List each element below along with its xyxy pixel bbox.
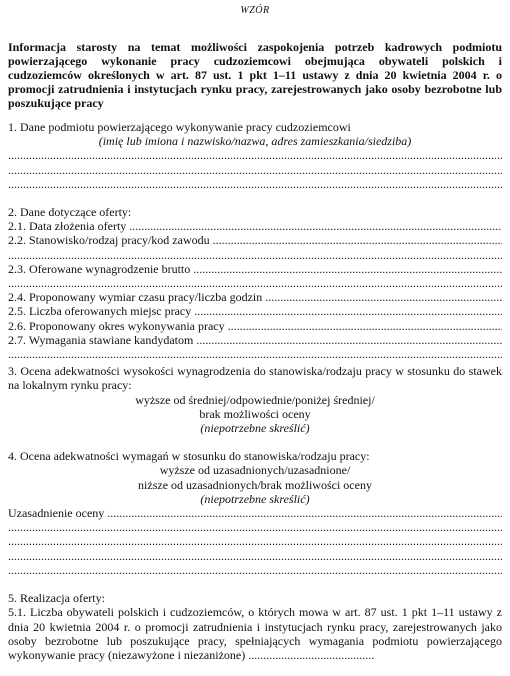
section-2-title: 2. Dane dotyczące oferty: <box>8 205 132 220</box>
vacancies-field[interactable] <box>8 304 502 318</box>
offer-date-field[interactable] <box>8 219 502 233</box>
justification-field[interactable] <box>8 506 502 520</box>
requirements-field[interactable] <box>8 333 502 347</box>
justification-label: Uzasadnienie oceny <box>8 506 105 521</box>
fill-line[interactable] <box>8 534 502 548</box>
position-label: 2.2. Stanowisko/rodzaj pracy/kod zawodu <box>8 233 210 248</box>
candidates-count-field[interactable]: 5.1. Liczba obywateli polskich i cudzoziemców, o których mowa w art. 87 ust. 1 pkt 1–11 ustawy z dnia 20 kwietnia 2004 r. o promocji zatrudnienia i instytucjach rynku pracy, zarejestrowanych jako osoby bezrobotne lub poszukujące pracy, spełniających wymagania podmiotu powierzającego wykonywanie pracy (niezawyżone i niezaniżone) .......................................... <box>8 605 502 662</box>
position-field[interactable] <box>8 233 502 247</box>
fill-line[interactable] <box>8 563 502 577</box>
vacancies-label: 2.5. Liczba oferowanych miejsc pracy <box>8 304 192 319</box>
candidates-count-label: 5.1. Liczba obywateli polskich i cudzoziemców, o których mowa w art. 87 ust. 1 pkt 1–11 ustawy z dnia 20 kwietnia 2004 r. o promocji zatrudnienia i instytucjach rynku pracy, zarejestrowanych jako osoby bezrobotne lub poszukujące pracy, spełniających wymagania podmiotu powierzającego wykonywanie pracy (niezawyżone i niezaniżone) <box>8 605 502 662</box>
work-period-label: 2.6. Proponowany okres wykonywania pracy <box>8 318 225 333</box>
strike-note: (niepotrzebne skreślić) <box>200 491 310 506</box>
salary-label: 2.3. Oferowane wynagrodzenie brutto <box>8 261 191 276</box>
template-label: WZÓR <box>240 5 270 16</box>
fill-line[interactable] <box>8 148 502 162</box>
requirements-assessment-options-1[interactable]: wyższe od uzasadnionych/uzasadnione/ <box>159 463 351 478</box>
strike-note: (niepotrzebne skreślić) <box>200 421 310 436</box>
working-time-field[interactable] <box>8 290 502 304</box>
working-time-label: 2.4. Proponowany wymiar czasu pracy/liczba godzin <box>8 290 263 305</box>
section-3-title: 3. Ocena adekwatności wysokości wynagrodzenia do stanowiska/rodzaju pracy w stosunku do stawek na lokalnym rynku pracy: <box>8 364 502 393</box>
fill-line[interactable] <box>8 163 502 177</box>
work-period-field[interactable] <box>8 319 502 333</box>
fill-line[interactable] <box>8 520 502 534</box>
requirements-label: 2.7. Wymagania stawiane kandydatom <box>8 332 194 347</box>
offer-date-label: 2.1. Data złożenia oferty <box>8 219 127 234</box>
section-1-title: 1. Dane podmiotu powierzającego wykonywanie pracy cudzoziemcowi <box>8 120 351 134</box>
fill-line[interactable] <box>8 248 502 262</box>
salary-assessment-options-1[interactable]: wyższe od średniej/odpowiednie/poniżej średniej/ <box>135 392 375 407</box>
fill-line[interactable] <box>8 276 502 290</box>
requirements-assessment-options-2[interactable]: niższe od uzasadnionych/brak możliwości oceny <box>138 477 372 492</box>
fill-line[interactable] <box>8 347 502 361</box>
salary-assessment-options-2[interactable]: brak możliwości oceny <box>199 406 311 421</box>
fill-line[interactable] <box>8 549 502 563</box>
fill-line[interactable] <box>8 177 502 191</box>
section-4-title: 4. Ocena adekwatności wymagań w stosunku do stanowiska/rodzaju pracy: <box>8 449 370 464</box>
section-1-hint: (imię lub imiona i nazwisko/nazwa, adres zamieszkania/siedziba) <box>98 134 412 149</box>
salary-field[interactable] <box>8 262 502 276</box>
section-5-title: 5. Realizacja oferty: <box>8 591 105 606</box>
document-heading: Informacja starosty na temat możliwości zaspokojenia potrzeb kadrowych podmiotu powierzającego wykonanie pracy cudzoziemcowi obejmująca obywateli polskich i cudzoziemców określonych w art. 87 ust. 1 pkt 1–11 ustawy z dnia 20 kwietnia 2004 r. o promocji zatrudnienia i instytucjach rynku pracy, zarejestrowanych jako osoby bezrobotne lub poszukujące pracy <box>8 40 502 110</box>
